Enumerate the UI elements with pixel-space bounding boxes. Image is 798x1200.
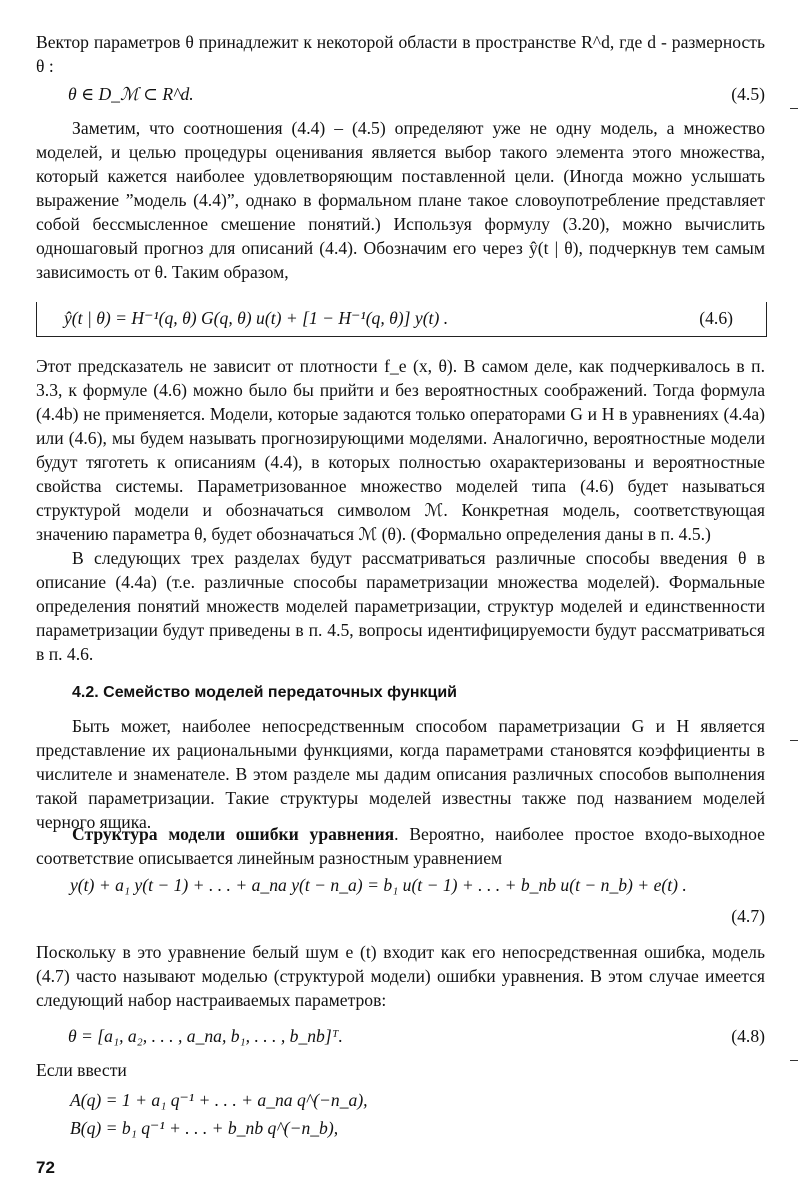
equation-B bbox=[36, 1116, 765, 1142]
equation-4-8 bbox=[36, 1024, 765, 1050]
equation-4-7-number: (4.7) bbox=[731, 906, 765, 926]
equation-4-5-number: (4.5) bbox=[731, 84, 765, 104]
equation-4-7 bbox=[36, 873, 765, 899]
intro-line: Вектор параметров θ принадлежит к некоторой области в пространстве R^d, где d - размерность θ : bbox=[36, 32, 765, 76]
equation-A bbox=[36, 1088, 765, 1114]
equation-4-8-number: (4.8) bbox=[731, 1026, 765, 1046]
equation-4-7-number-line bbox=[36, 904, 765, 930]
equation-error-term: Структура модели ошибки уравнения bbox=[72, 824, 395, 844]
equation-4-8-body: θ = [a₁, a₂, . . . , a_na, b₁, . . . , b_nb]ᵀ. bbox=[68, 1026, 343, 1046]
scan-edge-mark-1 bbox=[790, 108, 798, 109]
equation-4-6-number: (4.6) bbox=[699, 308, 733, 328]
paragraph-next-sections: В следующих трех разделах будут рассматриваться различные способы введения θ в описание (4.4a) (т.е. различные способы параметризации множества моделей). Формальные определения понятий множеств моделей параметризации, структур моделей и единственности параметризации будут приведены в п. 4.5, вопросы идентифицируемости будут рассматриваться в п. 4.6. bbox=[36, 548, 765, 664]
equation-4-6-body: ŷ(t | θ) = H⁻¹(q, θ) G(q, θ) u(t) + [1 − H⁻¹(q, θ)] y(t) . bbox=[64, 308, 449, 328]
page-number: 72 bbox=[36, 1158, 55, 1177]
equation-A-body: A(q) = 1 + a₁ q⁻¹ + . . . + a_na q^(−n_a), bbox=[70, 1090, 368, 1110]
equation-4-7-body: y(t) + a₁ y(t − 1) + . . . + a_na y(t − n_a) = b₁ u(t − 1) + . . . + b_nb u(t − n_b) + e(t) . bbox=[70, 875, 687, 895]
scan-edge-mark-2 bbox=[790, 740, 798, 741]
paragraph-white-noise: Поскольку в это уравнение белый шум e (t) входит как его непосредственная ошибка, модель (4.7) часто называют моделью (структурой модели) ошибки уравнения. В этом случае имеется следующий набор настраиваемых параметров: bbox=[36, 942, 765, 1010]
paragraph-predictor: Этот предсказатель не зависит от плотности f_e (x, θ). В самом деле, как подчеркивалось в п. 3.3, к формуле (4.6) можно было бы прийти и без вероятностных соображений. Тогда формула (4.4b) не применяется. Модели, которые задаются только операторами G и H в уравнениях (4.4a) или (4.6), мы будем называть прогнозирующими моделями. Аналогично, вероятностные модели будут тяготеть к описаниям (4.4), в которых полностью охарактеризованы и вероятностные свойства системы. Параметризованное множество моделей типа (4.6) будет называться структурой модели и обозначаться символом ℳ. Конкретная модель, соответствующая значению параметра θ, будет обозначаться ℳ (θ). (Формально определения даны в п. 4.5.) bbox=[36, 356, 765, 544]
equation-4-5 bbox=[36, 82, 765, 108]
equation-B-body: B(q) = b₁ q⁻¹ + . . . + b_nb q^(−n_b), bbox=[70, 1118, 339, 1138]
equation-4-5-body: θ ∈ D_ℳ ⊂ R^d. bbox=[68, 84, 194, 104]
paragraph-rational-functions: Быть может, наиболее непосредственным способом параметризации G и H является представление их рациональными функциями, когда параметрами становятся коэффициенты в числителе и знаменателе. В этом разделе мы дадим описания различных способов выполнения такой параметризации. Такие структуры моделей известны также под названием моделей черного ящика. bbox=[36, 716, 765, 832]
equation-error-rest: . Вероятно, наиболее простое входо-выходное соответствие описывается линейным разностным уравнением bbox=[36, 824, 765, 868]
equation-4-6 bbox=[36, 306, 765, 332]
scan-edge-mark-3 bbox=[790, 1060, 798, 1061]
paragraph-models-set: Заметим, что соотношения (4.4) – (4.5) определяют уже не одну модель, а множество моделей, и целью процедуры оценивания является выбор такого элемента этого множества, который кажется наиболее удовлетворяющим поставленной цели. (Иногда можно услышать выражение ”модель (4.4)”, однако в формальном плане такое словоупотребление представляет собой бессмысленное смешение понятий.) Используя формулу (3.20), можно вычислить одношаговый прогноз для описаний (4.4). Обозначим его через ŷ(t | θ), подчеркнув тем самым зависимость от θ. Таким образом, bbox=[36, 118, 765, 282]
paragraph-equation-error bbox=[36, 822, 765, 870]
paragraph-if-introduce: Если ввести bbox=[36, 1060, 127, 1080]
section-heading: 4.2. Семейство моделей передаточных функций bbox=[72, 684, 458, 701]
